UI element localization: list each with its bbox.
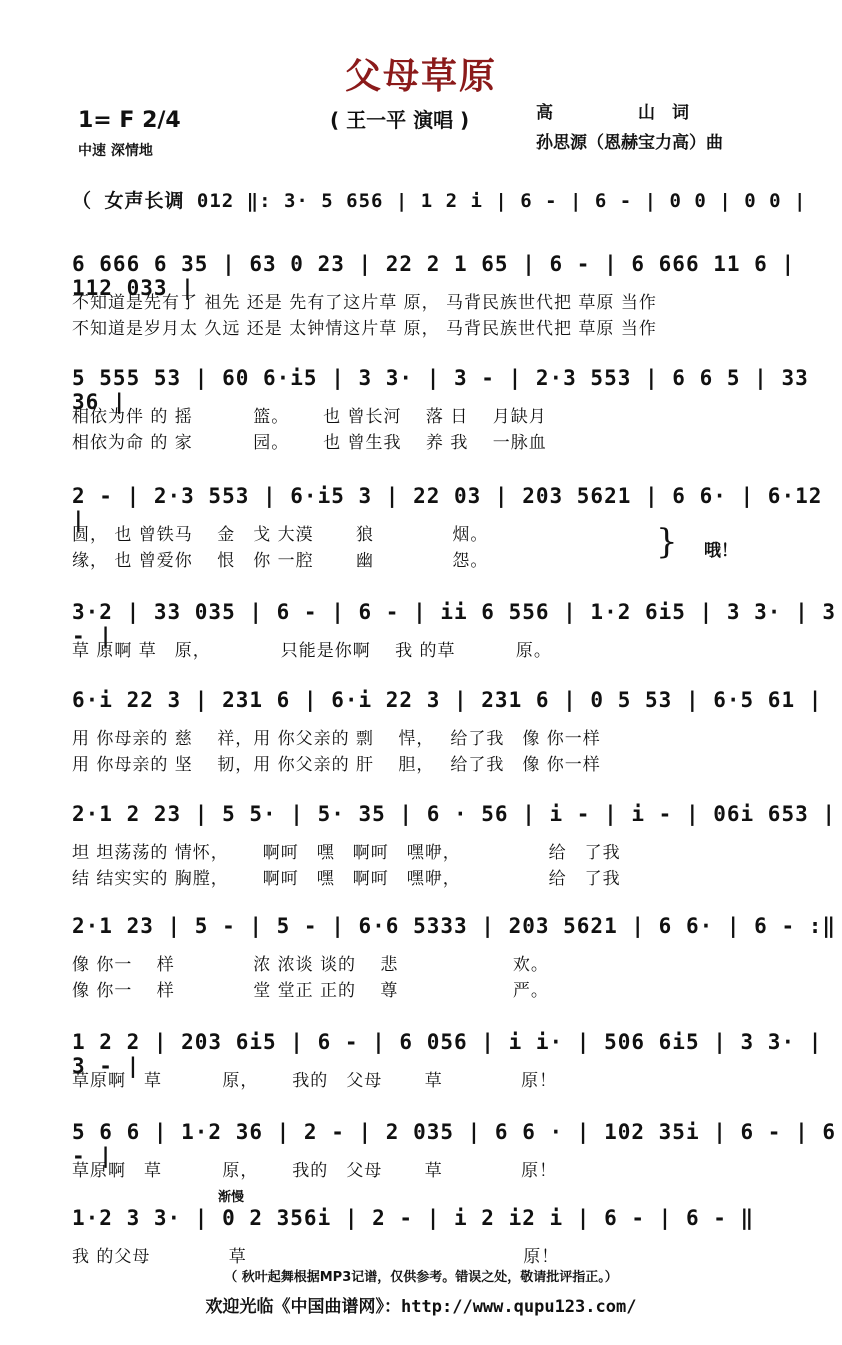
oh-exclamation: 哦！ xyxy=(704,541,738,561)
lyric-line: 草原啊 草 原， 我的 父母 草 原！ xyxy=(72,1071,558,1091)
notation-line: 1 2 2 | 203 6i5 | 6 - | 6 056 | i i· | 506 6i5 | 3 3· | 3 - | xyxy=(72,1030,823,1078)
notation-line: 6 666 6 35 | 63 0 23 | 22 2 1 65 | 6 - | 6 666 11 6 | 112 033 | xyxy=(72,252,796,300)
notation-line: 2 - | 2·3 553 | 6·i5 3 | 22 03 | 203 5621 | 6 6· | 6·12 | xyxy=(72,484,823,532)
notation-line: 2·1 23 | 5 - | 5 - | 6·6 5333 | 203 5621 | 6 6· | 6 - :‖ xyxy=(72,914,837,938)
brace-mark: } xyxy=(656,522,678,562)
notation-line: （ 女声长调 012 ‖: 3· 5 656 | 1 2 i | 6 - | 6 - | 0 0 | 0 0 | xyxy=(72,190,807,212)
lyric-line: 缘， 也 曾爱你 恨 你 一腔 幽 怨。 xyxy=(72,551,489,571)
lyric-line: 不知道是岁月太 久远 还是 太钟情这片草 原， 马背民族世代把 草原 当作 xyxy=(72,319,657,339)
lyric-line: 相依为伴 的 摇 篮。 也 曾长河 落 日 月缺月 xyxy=(72,407,547,427)
notation-line: 3·2 | 33 035 | 6 - | 6 - | ii 6 556 | 1·2 6i5 | 3 3· | 3 - | xyxy=(72,600,837,648)
lyric-line: 我 的父母 草 原！ xyxy=(72,1247,560,1267)
notation-line: 2·1 2 23 | 5 5· | 5· 35 | 6 · 56 | i - | i - | 06i 653 | xyxy=(72,802,837,826)
lyric-line: 不知道是先有了 祖先 还是 先有了这片草 原， 马背民族世代把 草原 当作 xyxy=(72,293,657,313)
notation-line: 5 6 6 | 1·2 36 | 2 - | 2 035 | 6 6 · | 102 35i | 6 - | 6 - | xyxy=(72,1120,837,1168)
notation-line: 6·i 22 3 | 231 6 | 6·i 22 3 | 231 6 | 0 5 53 | 6·5 61 | xyxy=(72,688,823,712)
lyric-line: 相依为命 的 家 园。 也 曾生我 养 我 一脉血 xyxy=(72,433,547,453)
tempo-label: 中速 深情地 xyxy=(78,143,153,159)
lyric-line: 像 你一 样 浓 浓谈 谈的 悲 欢。 xyxy=(72,955,549,975)
footnote: （ 秋叶起舞根据MP3记谱，仅供参考。错误之处，敬请批评指正。） xyxy=(224,1270,618,1285)
performer-label: ( 王一平 演唱 ) xyxy=(330,108,470,132)
lyricist-credit: 高 山 词 xyxy=(536,103,689,123)
notation-line: 1·2 3 3· | 0 2 356i | 2 - | i 2 i2 i | 6 - | 6 - ‖ xyxy=(72,1206,755,1230)
lyric-line: 草 原啊 草 原， 只能是你啊 我 的草 原。 xyxy=(72,641,552,661)
notation-line: 5 555 53 | 60 6·i5 | 3 3· | 3 - | 2·3 553 | 6 6 5 | 33 36 | xyxy=(72,366,809,414)
song-title: 父母草原 xyxy=(344,56,497,97)
lyric-line: 结 结实实的 胸膛， 啊呵 嘿 啊呵 嘿咿， 给 了我 xyxy=(72,869,621,889)
key-signature: 1= F 2/4 xyxy=(78,108,181,133)
lyric-line: 用 你母亲的 慈 祥，用 你父亲的 剽 悍， 给了我 像 你一样 xyxy=(72,729,601,749)
lyric-line: 草原啊 草 原， 我的 父母 草 原！ xyxy=(72,1161,558,1181)
lyric-line: 像 你一 样 堂 堂正 正的 尊 严。 xyxy=(72,981,549,1001)
composer-credit: 孙思源（恩赫宝力高）曲 xyxy=(536,133,723,153)
lyric-line: 用 你母亲的 坚 韧，用 你父亲的 肝 胆， 给了我 像 你一样 xyxy=(72,755,601,775)
lyric-line: 坦 坦荡荡的 情怀， 啊呵 嘿 啊呵 嘿咿， 给 了我 xyxy=(72,843,621,863)
lyric-line: 圆， 也 曾铁马 金 戈 大漠 狼 烟。 xyxy=(72,525,489,545)
ritardando-marking: 渐慢 xyxy=(218,1190,245,1205)
website-footer: 欢迎光临《中国曲谱网》：http://www.qupu123.com/ xyxy=(205,1297,637,1317)
